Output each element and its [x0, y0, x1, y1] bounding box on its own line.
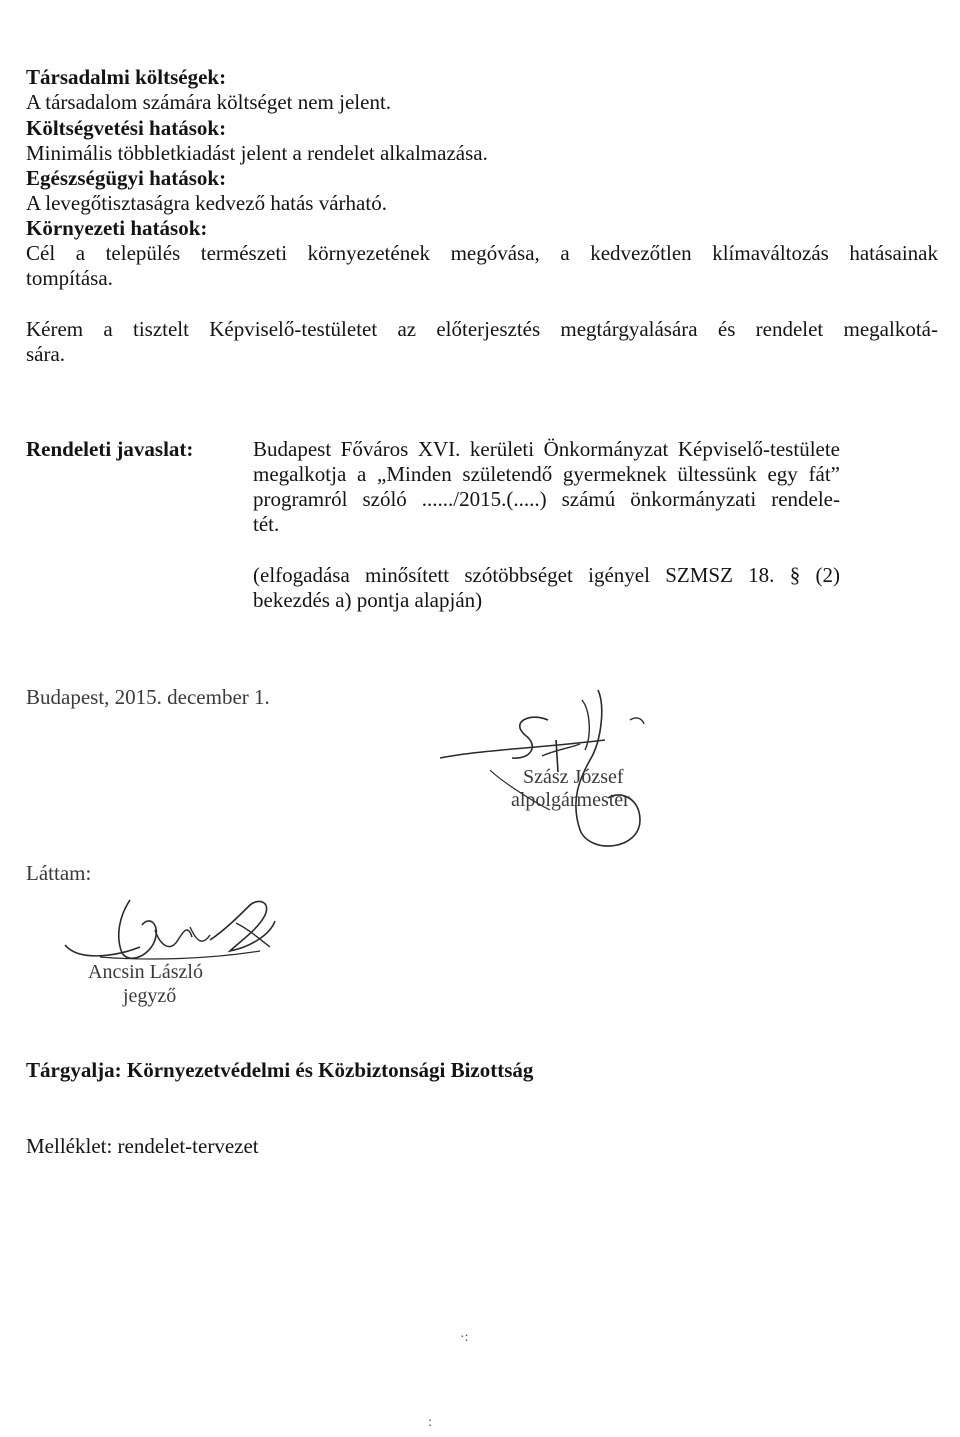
discussed-by: Tárgyalja: Környezetvédelmi és Közbiztonsági Bizottság — [26, 1058, 534, 1082]
notary-name: Ancsin László — [88, 961, 203, 983]
request-text-line1: Kérem a tisztelt Képviselő-testületet az előterjesztés megtárgyalására és rendelet megalkotá- — [26, 317, 938, 341]
proposal-text-line1: Budapest Főváros XVI. kerületi Önkormányzat Képviselő-testülete — [253, 437, 840, 461]
proposal-note-line1: (elfogadása minősített szótöbbséget igényel SZMSZ 18. § (2) — [253, 563, 840, 587]
proposal-text-line4: tét. — [253, 512, 280, 536]
attachment-note: Melléklet: rendelet-tervezet — [26, 1134, 259, 1158]
environment-impacts-text-line1: Cél a település természeti környezetének megóvása, a kedvezőtlen klímaváltozás hatásainak — [26, 241, 938, 265]
proposal-note-line2: bekezdés a) pontja alapján) — [253, 588, 483, 612]
proposal-text-line3: programról szóló ....../2015.(.....) számú önkormányzati rendele- — [253, 487, 840, 511]
budget-impacts-heading: Költségvetési hatások: — [26, 116, 227, 140]
environment-impacts-text-line2: tompítása. — [26, 266, 113, 290]
social-costs-text: A társadalom számára költséget nem jelent. — [26, 90, 392, 114]
scan-speck: ·: — [460, 1330, 469, 1345]
proposal-label: Rendeleti javaslat: — [26, 437, 194, 461]
social-costs-heading: Társadalmi költségek: — [26, 65, 227, 89]
proposal-text-line2: megalkotja a „Minden születendő gyermeknek ültessünk egy fát” — [253, 462, 840, 486]
seen-label: Láttam: — [26, 861, 92, 885]
deputy-mayor-title: alpolgármester — [511, 789, 630, 811]
place-date: Budapest, 2015. december 1. — [26, 685, 270, 709]
environment-impacts-heading: Környezeti hatások: — [26, 216, 208, 240]
health-impacts-text: A levegőtisztaságra kedvező hatás várható. — [26, 191, 387, 215]
health-impacts-heading: Egészségügyi hatások: — [26, 166, 227, 190]
scan-speck: : — [428, 1415, 432, 1430]
request-text-line2: sára. — [26, 342, 66, 366]
budget-impacts-text: Minimális többletkiadást jelent a rendelet alkalmazása. — [26, 141, 488, 165]
deputy-mayor-name: Szász József — [523, 766, 624, 788]
notary-title: jegyző — [123, 985, 177, 1007]
